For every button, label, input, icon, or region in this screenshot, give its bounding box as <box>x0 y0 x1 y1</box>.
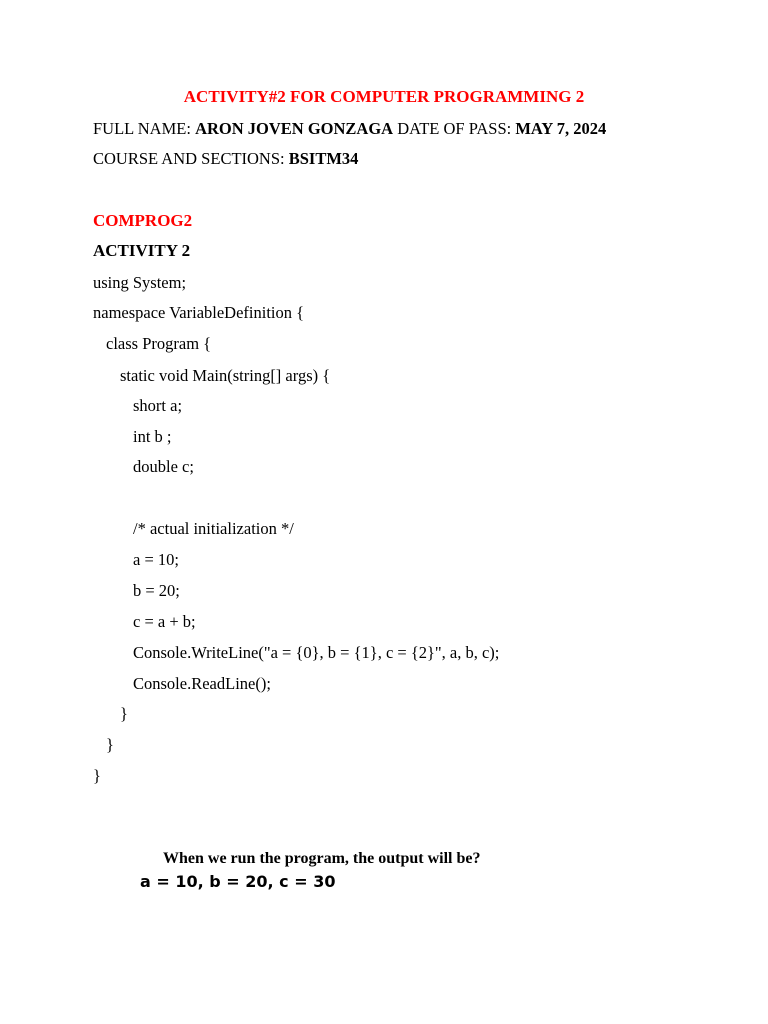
course-label: COURSE AND SECTIONS: <box>93 149 289 168</box>
activity-title: ACTIVITY 2 <box>93 241 191 260</box>
course-line <box>93 149 358 169</box>
code-line: b = 20; <box>133 581 180 600</box>
date-value: MAY 7, 2024 <box>515 119 607 138</box>
code-line: static void Main(string[] args) { <box>120 366 331 385</box>
code-line: a = 10; <box>133 550 179 569</box>
document-title: ACTIVITY#2 FOR COMPUTER PROGRAMMING 2 <box>183 87 585 106</box>
course-value: BSITM34 <box>288 149 359 168</box>
output-answer: a = 10, b = 20, c = 30 <box>140 872 336 891</box>
code-line: c = a + b; <box>133 612 196 631</box>
output-question: When we run the program, the output will be? <box>163 850 481 867</box>
code-closing-brace: } <box>106 735 114 754</box>
full-name-value: ARON JOVEN GONZAGA <box>195 119 394 138</box>
code-closing-brace: } <box>120 704 128 723</box>
code-line: Console.ReadLine(); <box>133 674 271 693</box>
full-name-line <box>93 119 606 139</box>
code-comment: /* actual initialization */ <box>133 519 294 538</box>
code-closing-brace: } <box>93 766 101 785</box>
code-line: Console.WriteLine("a = {0}, b = {1}, c = {2}", a, b, c); <box>133 643 500 662</box>
code-line: int b ; <box>133 427 172 446</box>
code-line: class Program { <box>106 334 212 353</box>
code-line: using System; <box>93 273 187 292</box>
section-title: COMPROG2 <box>93 211 193 230</box>
code-line: short a; <box>133 396 183 415</box>
full-name-label: FULL NAME: <box>93 119 196 138</box>
code-line: double c; <box>133 457 194 476</box>
code-line: namespace VariableDefinition { <box>93 303 305 322</box>
date-label: DATE OF PASS: <box>393 119 516 138</box>
